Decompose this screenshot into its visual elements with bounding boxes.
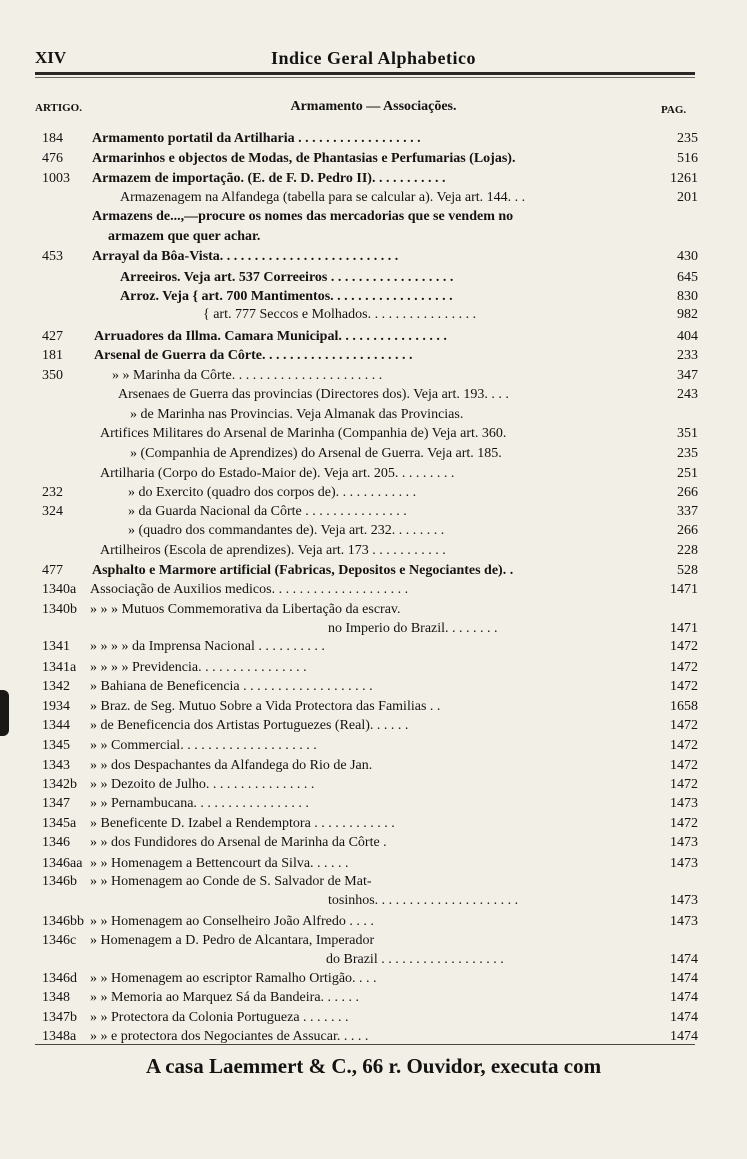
entry-page-number: 337 — [677, 504, 698, 519]
index-entry-row — [0, 1008, 747, 1028]
entry-article-number: 1348a — [42, 1029, 77, 1044]
entry-article-number: 1347 — [42, 796, 70, 811]
entry-page-number: 243 — [677, 387, 698, 402]
entry-article-number: 1347b — [42, 1010, 77, 1025]
entry-page-number: 351 — [677, 426, 698, 441]
entry-text: » Braz. de Seg. Mutuo Sobre a Vida Protectora das Familias . . — [90, 699, 441, 714]
entry-text: » » » » Previdencia. . . . . . . . . . . . . . . . — [90, 660, 307, 675]
index-entry-row — [0, 912, 747, 932]
entry-text: » » Homenagem ao escriptor Ramalho Ortigão. . . . — [90, 971, 377, 986]
index-entry-row — [0, 129, 747, 149]
index-entry-row — [0, 814, 747, 834]
index-entry-row — [0, 502, 747, 522]
entry-article-number: 1340b — [42, 602, 77, 617]
entry-text: » » Memoria ao Marquez Sá da Bandeira. . . . . . — [90, 990, 360, 1005]
entry-article-number: 1346c — [42, 933, 77, 948]
entry-text: Artifices Militares do Arsenal de Marinha (Companhia de) Veja art. 360. — [100, 426, 507, 441]
entry-article-number: 477 — [42, 563, 63, 578]
entry-page-number: 1474 — [670, 1010, 698, 1025]
entry-article-number: 350 — [42, 368, 63, 383]
entry-page-number: 228 — [677, 543, 698, 558]
entry-text: » (Companhia de Aprendizes) do Arsenal de Guerra. Veja art. 185. — [130, 446, 502, 461]
entry-page-number: 1658 — [670, 699, 698, 714]
entry-page-number: 1473 — [670, 856, 698, 871]
entry-text: { art. 777 Seccos e Molhados. . . . . . . . . . . . . . . . — [203, 307, 477, 322]
entry-article-number: 1341a — [42, 660, 77, 675]
entry-article-number: 1342 — [42, 679, 70, 694]
entry-page-number: 201 — [677, 190, 698, 205]
page-number: XIV — [35, 48, 67, 67]
header-rule-thin — [35, 77, 695, 78]
index-entry-row — [0, 305, 747, 325]
index-entry-row — [0, 580, 747, 600]
entry-article-number: 324 — [42, 504, 63, 519]
index-entry-row — [0, 247, 747, 267]
entry-page-number: 1473 — [670, 796, 698, 811]
entry-page-number: 1261 — [670, 171, 698, 186]
column-label-artigo: ARTIGO. — [35, 102, 82, 114]
entry-text: Armazens de...,—procure os nomes das mercadorias que se vendem no — [92, 209, 514, 224]
entry-text: » » Homenagem ao Conde de S. Salvador de Mat- — [90, 874, 372, 889]
entry-page-number: 266 — [677, 523, 698, 538]
index-entry-row — [0, 969, 747, 989]
index-entry-row — [0, 268, 747, 288]
entry-page-number: 235 — [677, 131, 698, 146]
entry-page-number: 235 — [677, 446, 698, 461]
entry-text: » Beneficente D. Izabel a Rendemptora . . . . . . . . . . . . — [90, 816, 395, 831]
index-entry-row — [0, 424, 747, 444]
index-entry-row — [0, 521, 747, 541]
index-entry-row — [0, 931, 747, 951]
entry-text: Associação de Auxilios medicos. . . . . . . . . . . . . . . . . . . . — [90, 582, 409, 597]
index-entry-row — [0, 561, 747, 581]
entry-text: Artilharia (Corpo do Estado-Maior de). Veja art. 205. . . . . . . . . — [100, 466, 455, 481]
entry-article-number: 1341 — [42, 639, 70, 654]
entry-text: » » Dezoito de Julho. . . . . . . . . . . . . . . . — [90, 777, 315, 792]
entry-article-number: 1340a — [42, 582, 77, 597]
entry-text: Arsenaes de Guerra das provincias (Directores dos). Veja art. 193. . . . — [118, 387, 509, 402]
index-entry-row — [0, 950, 747, 970]
entry-page-number: 982 — [677, 307, 698, 322]
entry-article-number: 1343 — [42, 758, 70, 773]
index-entry-row — [0, 775, 747, 795]
entry-text: Arreeiros. Veja art. 537 Correeiros . . . . . . . . . . . . . . . . . . — [120, 270, 454, 285]
index-entry-row — [0, 188, 747, 208]
entry-page-number: 251 — [677, 466, 698, 481]
entry-article-number: 181 — [42, 348, 63, 363]
entry-text: » (quadro dos commandantes de). Veja art. 232. . . . . . . . — [128, 523, 445, 538]
entry-text: » » Homenagem ao Conselheiro João Alfredo . . . . — [90, 914, 374, 929]
entry-text: » Homenagem a D. Pedro de Alcantara, Imperador — [90, 933, 375, 948]
index-entry-row — [0, 619, 747, 639]
index-entry-row — [0, 327, 747, 347]
entry-page-number: 1472 — [670, 639, 698, 654]
entry-article-number: 1348 — [42, 990, 70, 1005]
entry-article-number: 476 — [42, 151, 63, 166]
entry-page-number: 233 — [677, 348, 698, 363]
entry-page-number: 528 — [677, 563, 698, 578]
index-entry-row — [0, 988, 747, 1008]
entry-text: Artilheiros (Escola de aprendizes). Veja art. 173 . . . . . . . . . . . — [100, 543, 446, 558]
entry-page-number: 1472 — [670, 758, 698, 773]
header-rule — [35, 72, 695, 75]
index-entry-row — [0, 444, 747, 464]
index-entry-row — [0, 207, 747, 227]
index-entry-row — [0, 149, 747, 169]
index-entry-row — [0, 385, 747, 405]
entry-text: » » e protectora dos Negociantes de Assucar. . . . . — [90, 1029, 369, 1044]
ink-blot — [0, 690, 9, 736]
entry-article-number: 184 — [42, 131, 63, 146]
entry-text: » » Homenagem a Bettencourt da Silva. . . . . . — [90, 856, 349, 871]
entry-page-number: 1472 — [670, 679, 698, 694]
index-entry-row — [0, 716, 747, 736]
index-entry-row — [0, 464, 747, 484]
index-entry-row — [0, 366, 747, 386]
entry-page-number: 1473 — [670, 893, 698, 908]
entry-text: do Brazil . . . . . . . . . . . . . . . . . . — [326, 952, 504, 967]
column-label-pag: PAG. — [661, 104, 687, 116]
entry-page-number: 1474 — [670, 1029, 698, 1044]
index-entry-row — [0, 346, 747, 366]
entry-article-number: 1934 — [42, 699, 70, 714]
entry-page-number: 830 — [677, 289, 698, 304]
entry-page-number: 1472 — [670, 738, 698, 753]
entry-text: no Imperio do Brazil. . . . . . . . — [328, 621, 498, 636]
entry-text: » de Marinha nas Provincias. Veja Almanak das Provincias. — [130, 407, 464, 422]
entry-text: Arrayal da Bôa-Vista. . . . . . . . . . . . . . . . . . . . . . . . . . — [92, 249, 399, 264]
footer-text: A casa Laemmert & C., 66 r. Ouvidor, executa com — [145, 1054, 602, 1078]
index-entry-row — [0, 756, 747, 776]
index-entry-row — [0, 658, 747, 678]
entry-text: » Bahiana de Beneficencia . . . . . . . . . . . . . . . . . . . — [90, 679, 373, 694]
entry-article-number: 453 — [42, 249, 63, 264]
entry-text: Armamento portatil da Artilharia . . . . . . . . . . . . . . . . . . — [92, 131, 421, 146]
entry-page-number: 1472 — [670, 660, 698, 675]
entry-text: Armazem de importação. (E. de F. D. Pedro II). . . . . . . . . . . — [92, 171, 446, 186]
entry-text: » da Guarda Nacional da Côrte . . . . . . . . . . . . . . . — [128, 504, 407, 519]
index-entry-row — [0, 891, 747, 911]
entry-text: Arroz. Veja { art. 700 Mantimentos. . . . . . . . . . . . . . . . . . — [120, 289, 453, 304]
index-entry-row — [0, 600, 747, 620]
entry-page-number: 266 — [677, 485, 698, 500]
entry-text: Arruadores da Illma. Camara Municipal. . . . . . . . . . . . . . . . — [94, 329, 447, 344]
entry-page-number: 1471 — [670, 582, 698, 597]
entry-article-number: 1344 — [42, 718, 70, 733]
entry-text: armazem que quer achar. — [108, 229, 261, 244]
entry-text: » » Pernambucana. . . . . . . . . . . . . . . . . — [90, 796, 309, 811]
entry-article-number: 427 — [42, 329, 63, 344]
entry-article-number: 1346 — [42, 835, 70, 850]
entry-page-number: 1473 — [670, 835, 698, 850]
page-title: Indice Geral Alphabetico — [271, 48, 476, 68]
entry-page-number: 1471 — [670, 621, 698, 636]
entry-text: » » Protectora da Colonia Portugueza . . . . . . . — [90, 1010, 349, 1025]
entry-page-number: 1474 — [670, 952, 698, 967]
entry-text: » » Marinha da Côrte. . . . . . . . . . . . . . . . . . . . . . — [112, 368, 383, 383]
index-entry-row — [0, 541, 747, 561]
index-entry-row — [0, 483, 747, 503]
entry-text: Asphalto e Marmore artificial (Fabricas, Depositos e Negociantes de). . — [92, 563, 514, 578]
entry-text: Armazenagem na Alfandega (tabella para se calcular a). Veja art. 144. . . — [120, 190, 526, 205]
entry-page-number: 1472 — [670, 816, 698, 831]
entry-text: » » dos Despachantes da Alfandega do Rio de Jan. — [90, 758, 373, 773]
index-entry-row — [0, 227, 747, 247]
entry-page-number: 645 — [677, 270, 698, 285]
entry-text: » » dos Fundidores do Arsenal de Marinha da Côrte . — [90, 835, 387, 850]
entry-text: Arsenal de Guerra da Côrte. . . . . . . . . . . . . . . . . . . . . . — [94, 348, 413, 363]
entry-article-number: 1342b — [42, 777, 77, 792]
entry-text: » de Beneficencia dos Artistas Portuguezes (Real). . . . . . — [90, 718, 409, 733]
entry-text: » » » Mutuos Commemorativa da Libertação da escrav. — [90, 602, 401, 617]
entry-page-number: 347 — [677, 368, 698, 383]
entry-article-number: 1346aa — [42, 856, 83, 871]
page-header — [0, 48, 747, 68]
index-entry-row — [0, 872, 747, 892]
index-entry-row — [0, 794, 747, 814]
entry-article-number: 1346d — [42, 971, 77, 986]
entry-text: » » Commercial. . . . . . . . . . . . . . . . . . . . — [90, 738, 317, 753]
entry-page-number: 516 — [677, 151, 698, 166]
entry-article-number: 1346bb — [42, 914, 84, 929]
index-entry-row — [0, 405, 747, 425]
index-entry-row — [0, 854, 747, 874]
entry-text: » do Exercito (quadro dos corpos de). . . . . . . . . . . . — [128, 485, 417, 500]
entry-article-number: 1346b — [42, 874, 77, 889]
footer-rule — [35, 1044, 695, 1045]
index-entry-row — [0, 736, 747, 756]
entry-article-number: 232 — [42, 485, 63, 500]
entry-page-number: 1473 — [670, 914, 698, 929]
index-entry-row — [0, 677, 747, 697]
entry-article-number: 1345a — [42, 816, 77, 831]
entry-page-number: 1474 — [670, 990, 698, 1005]
entry-page-number: 1474 — [670, 971, 698, 986]
index-entry-row — [0, 169, 747, 189]
entry-article-number: 1345 — [42, 738, 70, 753]
index-entry-row — [0, 637, 747, 657]
index-entry-row — [0, 833, 747, 853]
section-heading: Armamento — Associações. — [290, 99, 457, 114]
entry-page-number: 1472 — [670, 777, 698, 792]
entry-page-number: 1472 — [670, 718, 698, 733]
entry-page-number: 430 — [677, 249, 698, 264]
entry-page-number: 404 — [677, 329, 698, 344]
entry-text: Armarinhos e objectos de Modas, de Phantasias e Perfumarias (Lojas). — [92, 151, 516, 166]
index-entry-row — [0, 287, 747, 307]
index-entry-row — [0, 697, 747, 717]
entry-article-number: 1003 — [42, 171, 70, 186]
entry-text: tosinhos. . . . . . . . . . . . . . . . . . . . . — [328, 893, 519, 908]
entry-text: » » » » da Imprensa Nacional . . . . . . . . . . — [90, 639, 325, 654]
